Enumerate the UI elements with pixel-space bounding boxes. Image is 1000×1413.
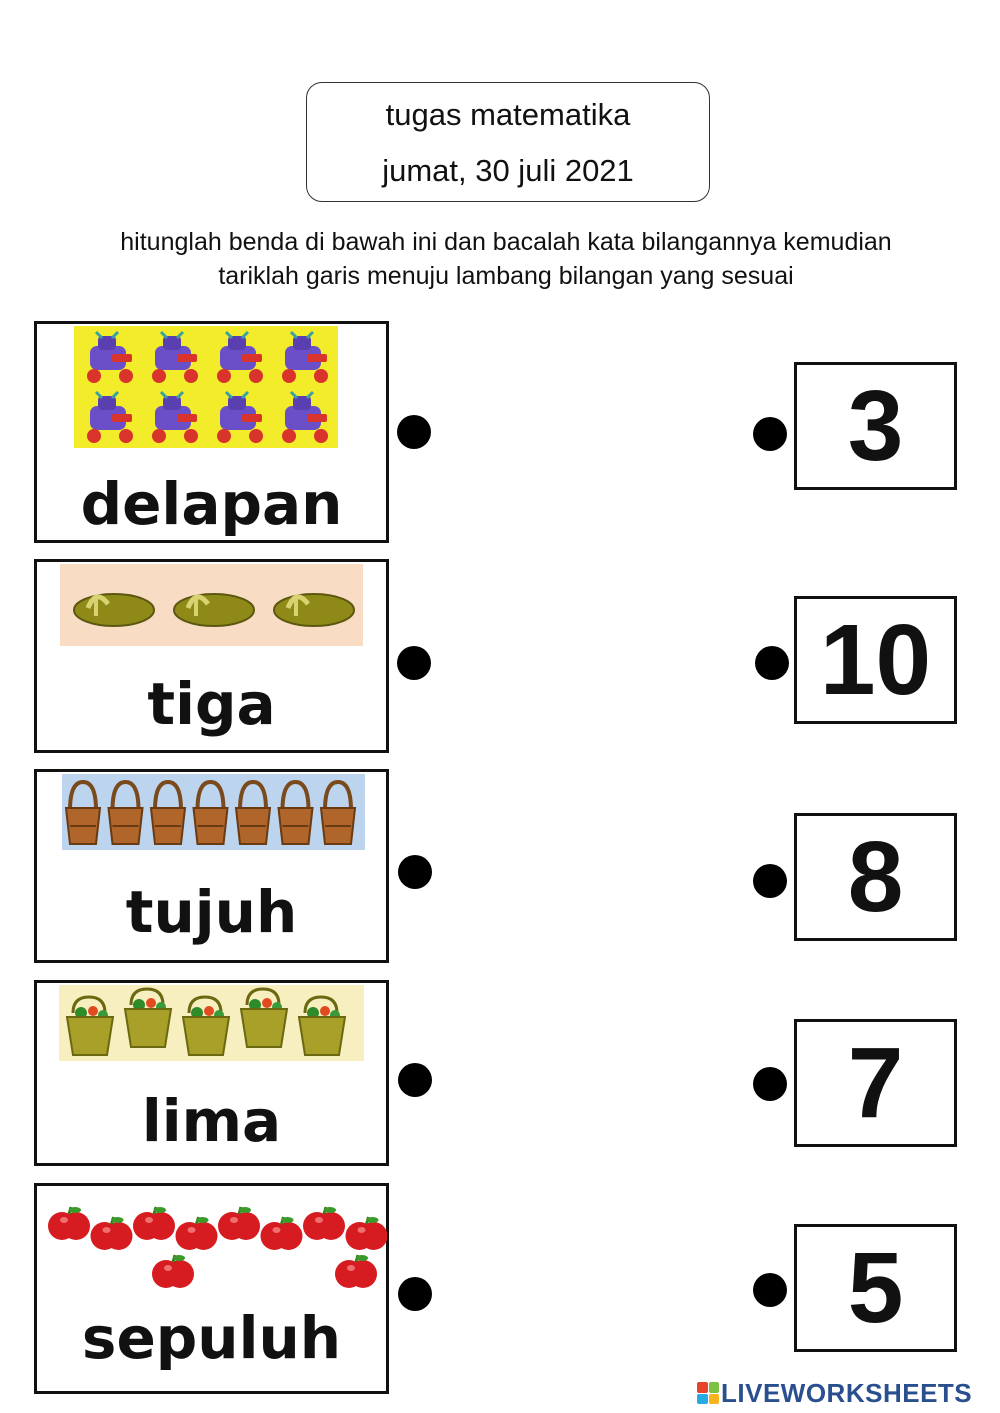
brand-logo-icon xyxy=(697,1382,719,1404)
left-dot-1[interactable] xyxy=(397,415,431,449)
card-tiga xyxy=(34,559,389,753)
scooter-picture xyxy=(74,326,338,448)
apple-icon xyxy=(303,1207,345,1240)
sandal-icon xyxy=(274,594,354,626)
brand-name: LIVEWORKSHEETS xyxy=(721,1377,973,1408)
fruit-basket-picture xyxy=(59,985,364,1061)
title-box xyxy=(306,82,710,202)
left-dot-2[interactable] xyxy=(397,646,431,680)
right-dot-4[interactable] xyxy=(753,1067,787,1101)
number-box-5 xyxy=(794,1224,957,1352)
page-date: jumat, 30 juli 2021 xyxy=(382,153,634,188)
left-dot-3[interactable] xyxy=(398,855,432,889)
card-delapan xyxy=(34,321,389,543)
apple-icon xyxy=(346,1217,388,1250)
number-box-1 xyxy=(794,362,957,490)
card-word: lima xyxy=(141,1087,282,1155)
apple-icon xyxy=(91,1217,133,1250)
card-sepuluh xyxy=(34,1183,389,1394)
number-value: 5 xyxy=(847,1232,904,1344)
number-box-4 xyxy=(794,1019,957,1147)
number-box-2 xyxy=(794,596,957,724)
apple-icon xyxy=(176,1217,218,1250)
apple-icon xyxy=(261,1217,303,1250)
instruction-line-2: tariklah garis menuju lambang bilangan yang sesuai xyxy=(218,262,794,290)
left-dot-5[interactable] xyxy=(398,1277,432,1311)
card-word: sepuluh xyxy=(81,1304,342,1372)
card-tujuh xyxy=(34,769,389,963)
number-value: 8 xyxy=(847,821,904,933)
basket-picture xyxy=(62,774,365,850)
apple-icon xyxy=(133,1207,175,1240)
number-value: 7 xyxy=(847,1027,904,1139)
card-lima xyxy=(34,980,389,1166)
number-value: 10 xyxy=(819,604,932,716)
sandal-picture xyxy=(60,564,363,646)
brand-watermark xyxy=(697,1378,972,1408)
instruction-line-1: hitunglah benda di bawah ini dan bacalah kata bilangannya kemudian xyxy=(120,228,892,256)
apple-icon xyxy=(335,1255,377,1288)
right-dot-5[interactable] xyxy=(753,1273,787,1307)
card-word: tiga xyxy=(147,670,276,738)
number-box-3 xyxy=(794,813,957,941)
apple-picture xyxy=(47,1192,387,1292)
card-word: tujuh xyxy=(125,878,298,946)
number-value: 3 xyxy=(847,370,904,482)
apple-icon xyxy=(48,1207,90,1240)
sandal-icon xyxy=(174,594,254,626)
right-dot-2[interactable] xyxy=(755,646,789,680)
apple-icon xyxy=(152,1255,194,1288)
right-dot-1[interactable] xyxy=(753,417,787,451)
card-word: delapan xyxy=(80,470,343,538)
left-dot-4[interactable] xyxy=(398,1063,432,1097)
apple-icon xyxy=(218,1207,260,1240)
right-dot-3[interactable] xyxy=(753,864,787,898)
page-title: tugas matematika xyxy=(385,97,631,132)
sandal-icon xyxy=(74,594,154,626)
